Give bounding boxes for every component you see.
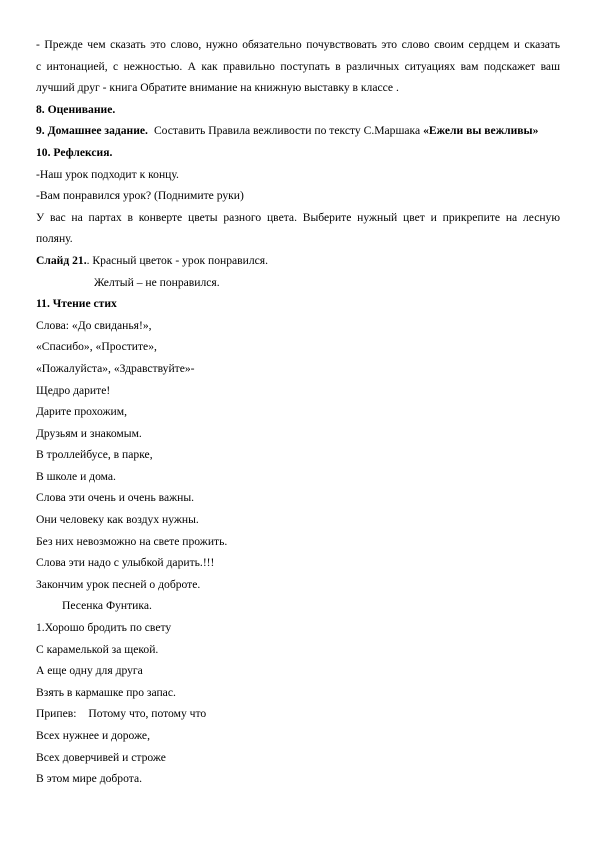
song-line: С карамелькой за щекой. [36, 642, 159, 656]
yellow-flower-line: Желтый – не понравился. [94, 275, 220, 289]
song-title: Песенка Фунтика. [62, 599, 152, 613]
reflection-line: -Наш урок подходит к концу. [36, 167, 179, 181]
document-page [36, 34, 560, 790]
song-line: Взять в кармашке про запас. [36, 685, 176, 699]
verse-line: В троллейбусе, в парке, [36, 448, 153, 462]
section-heading-11: 11. Чтение стих [36, 297, 117, 311]
song-line: Всех доверчивей и строже [36, 750, 166, 764]
chorus-label: Припев: [36, 707, 77, 721]
song-line: 1.Хорошо бродить по свету [36, 621, 172, 635]
reflection-line: поляну. [36, 232, 73, 246]
song-chorus-line [36, 703, 560, 725]
section-heading-8: 8. Оценивание. [36, 102, 116, 116]
section-homework [36, 120, 560, 142]
homework-book-title: «Ежели вы вежливы» [423, 124, 539, 138]
homework-text: Составить Правила вежливости по тексту С.Маршака [153, 124, 421, 138]
verse-line: Щедро дарите! [36, 383, 111, 397]
section-heading-10: 10. Рефлексия. [36, 145, 113, 159]
verse-line: Слова: «До свиданья!», [36, 318, 152, 332]
song-line: А еще одну для друга [36, 664, 143, 678]
closing-line: Закончим урок песней о доброте. [36, 577, 201, 591]
verse-line: Без них невозможно на свете прожить. [36, 534, 228, 548]
paragraph-line: - Прежде чем сказать это слово, нужно обязательно почувствовать это слово своим сердцем и сказать [36, 38, 560, 51]
verse-line: Дарите прохожим, [36, 405, 127, 419]
reflection-line: -Вам понравился урок? (Поднимите руки) [36, 189, 244, 203]
song-line: В этом мире доброта. [36, 772, 143, 786]
slide-text: . Красный цветок - урок понравился. [86, 253, 269, 267]
verse-line: В школе и дома. [36, 469, 116, 483]
verse-line: Слова эти очень и очень важны. [36, 491, 195, 505]
verse-line: «Пожалуйста», «Здравствуйте»- [36, 361, 195, 375]
verse-line: Друзьям и знакомым. [36, 426, 142, 440]
chorus-text: Потому что, потому что [88, 707, 207, 721]
slide-label: Слайд 21. [36, 253, 87, 267]
song-line: Всех нужнее и дороже, [36, 729, 150, 742]
reflection-line: У вас на партах в конверте цветы разного цвета. Выберите нужный цвет и прикрепите на лесную [36, 210, 560, 224]
verse-line: «Спасибо», «Простите», [36, 340, 157, 354]
verse-line: Они человеку как воздух нужны. [36, 513, 199, 527]
verse-line: Слова эти надо с улыбкой дарить.!!! [36, 556, 215, 570]
section-heading-9: 9. Домашнее задание. [36, 124, 148, 138]
slide-line [36, 250, 560, 272]
paragraph-line: лучший друг - книга Обратите внимание на книжную выставку в классе . [36, 81, 399, 95]
paragraph-line: с интонацией, с нежностью. А как правильно поступать в различных ситуациях вам подскажет ваш [36, 59, 560, 73]
